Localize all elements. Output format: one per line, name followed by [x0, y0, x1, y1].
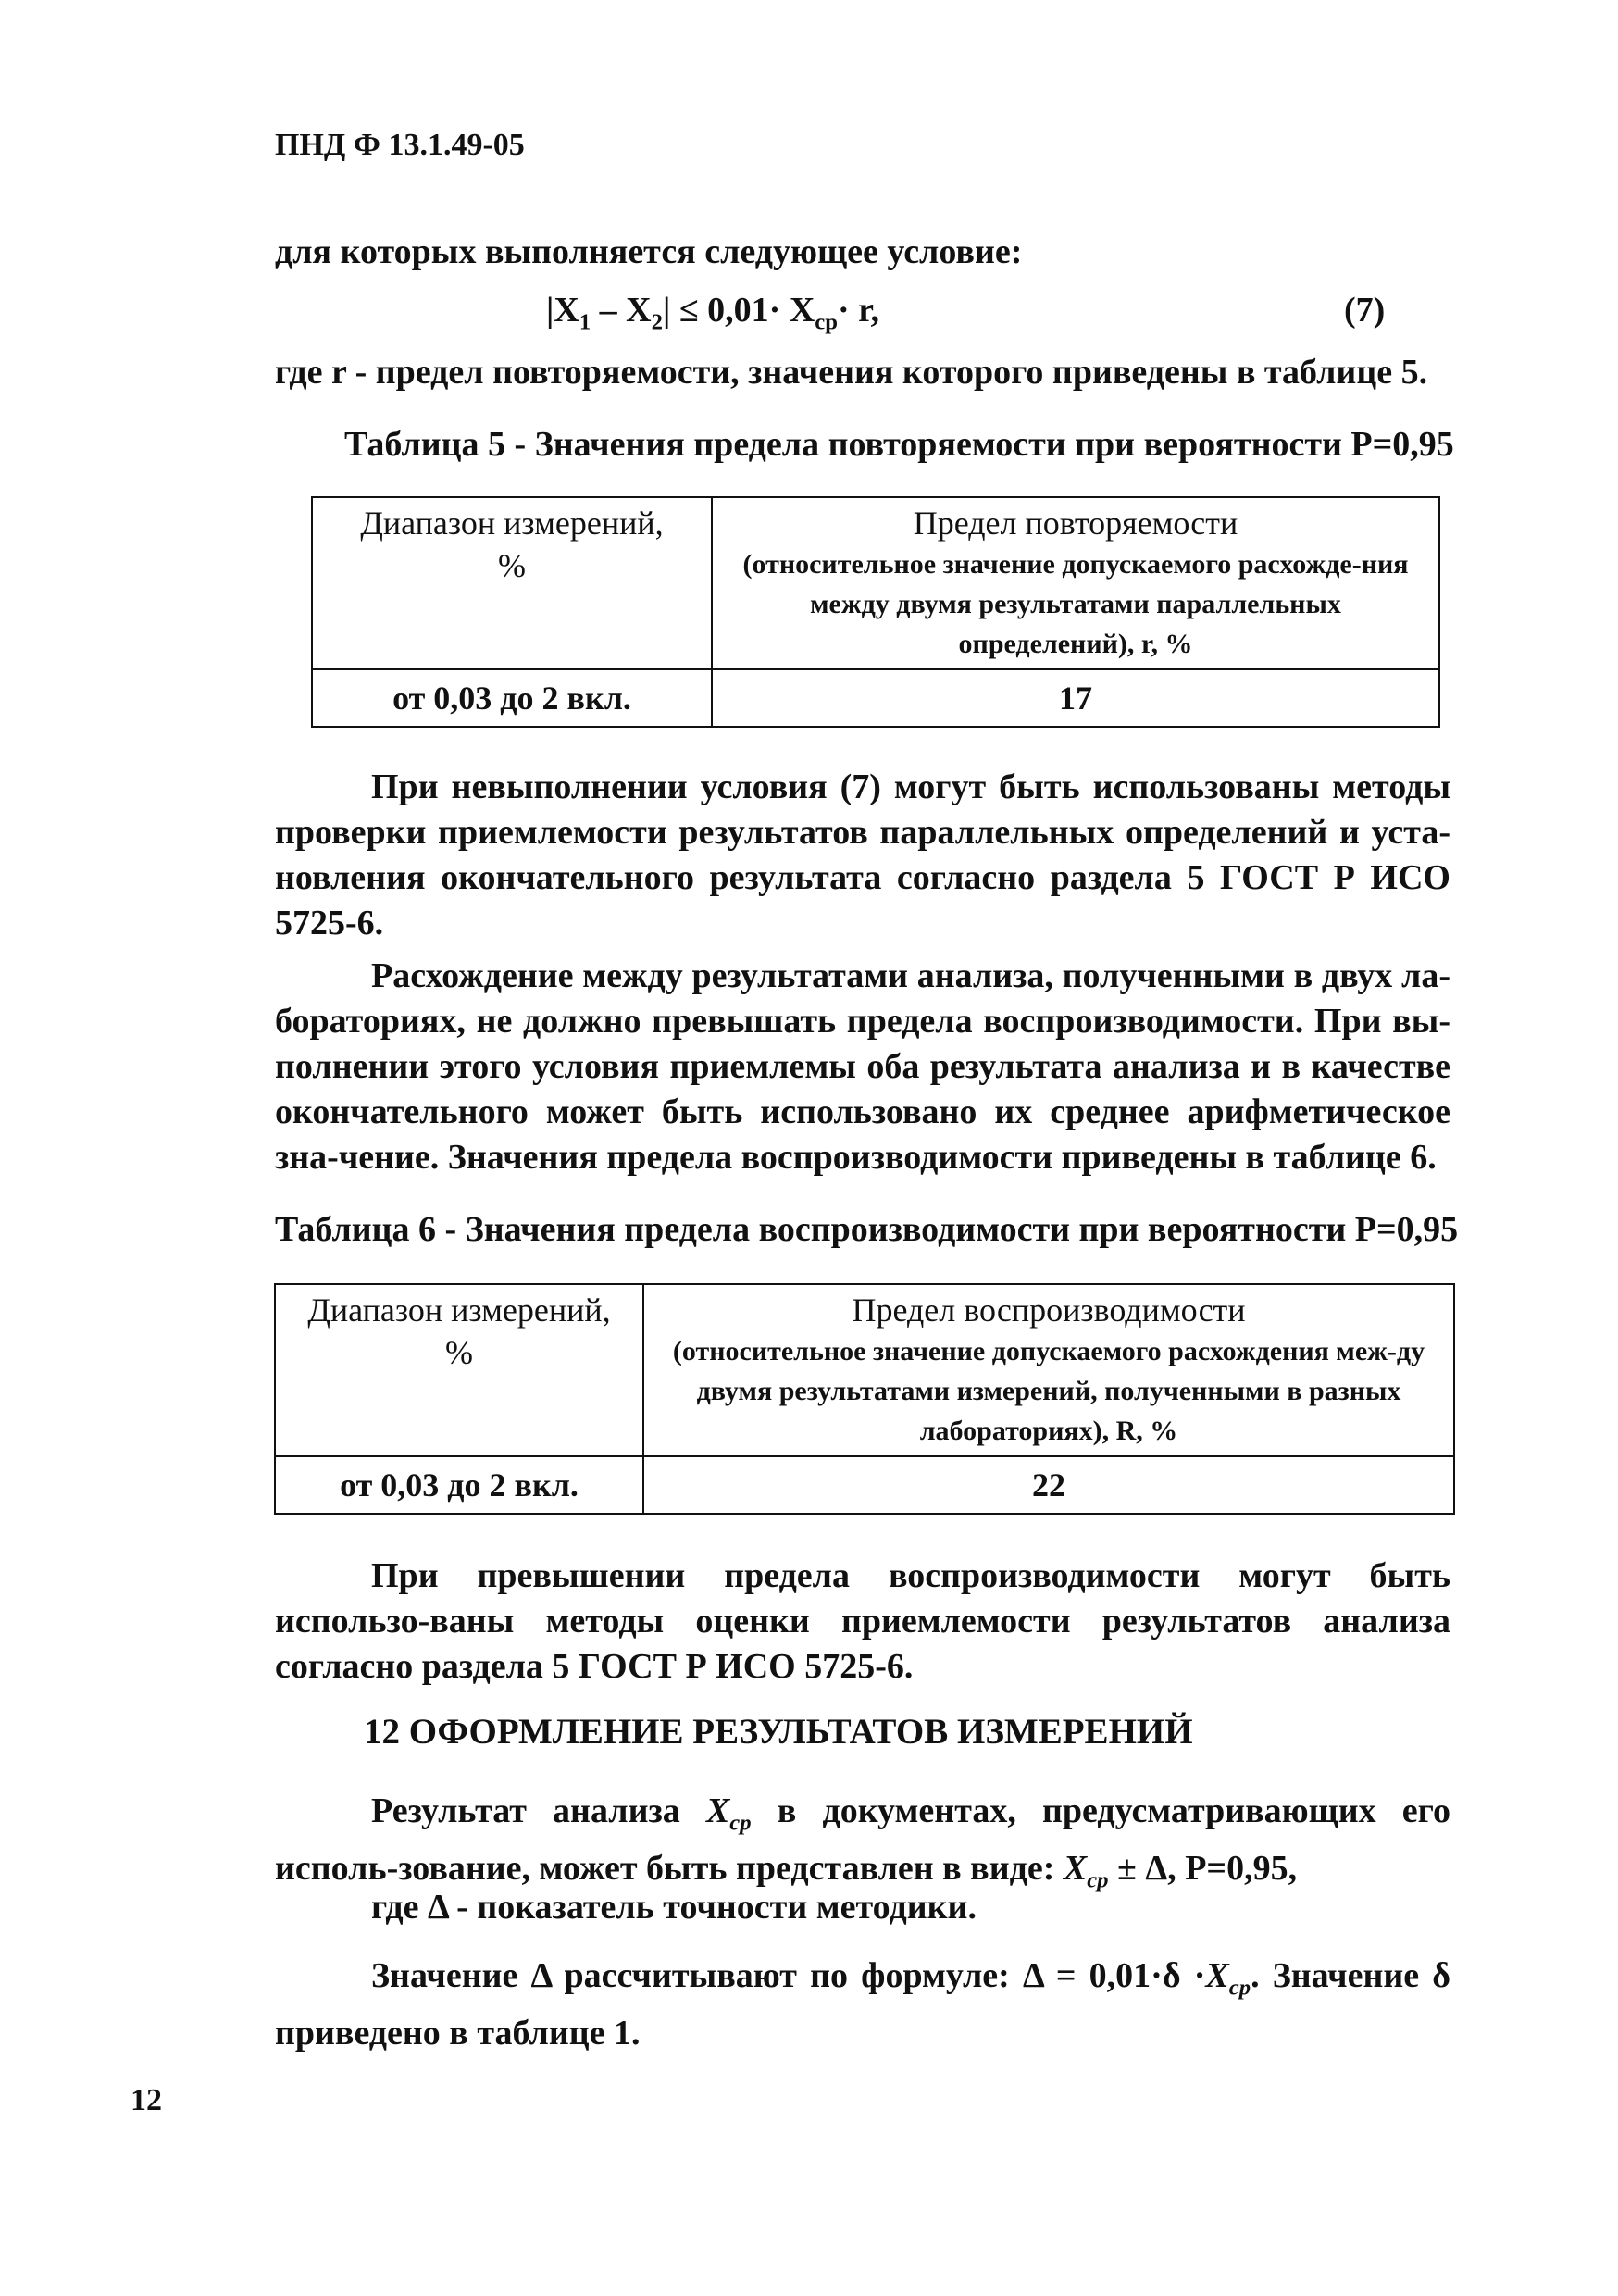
- table5-col1-header: Диапазон измерений, %: [312, 497, 712, 669]
- table-row: [275, 1456, 1454, 1514]
- paragraph-1: При невыполнении условия (7) могут быть использованы методы проверки приемлемости результатов параллельных определений и уста-новления окончательного результата согласно раздела 5 ГОСТ Р ИСО 5725-6.: [275, 767, 1450, 942]
- table5-value-cell: 17: [712, 669, 1439, 727]
- formula-7: $|X_1 - X_2| \le 0,01\cdot X_{ср}\cdot r$,: [546, 291, 880, 335]
- table6-range-cell: от 0,03 до 2 вкл.: [275, 1456, 643, 1514]
- formula-number: (7): [1344, 291, 1386, 330]
- paragraph-2: Расхождение между результатами анализа, полученными в двух ла-бораториях, не должно превышать предела воспроизводимости. При вы-полнении этого условия приемлемы оба результата анализа и в качестве окончательного может быть использовано их среднее арифметическое зна-чение. Значения предела воспроизводимости приведены в таблице 6.: [275, 956, 1450, 1177]
- table-row: [312, 669, 1439, 727]
- table5-col2-header: Предел повторяемости (относительное значение допускаемого расхожде-ния между двумя результатами параллельных определений), r, %: [712, 497, 1439, 669]
- table5-header-row: [312, 497, 1439, 669]
- table6-col2-header: Предел воспроизводимости (относительное значение допускаемого расхождения меж-ду двумя результатами измерений, полученными в разных лабораториях), R, %: [643, 1284, 1454, 1456]
- where-line: где r - предел повторяемости, значения которого приведены в таблице 5.: [275, 353, 1428, 392]
- condition-line: для которых выполняется следующее условие:: [275, 232, 1023, 271]
- table6-caption: Таблица 6 - Значения предела воспроизводимости при вероятности P=0,95: [275, 1210, 1459, 1249]
- table5-range-cell: от 0,03 до 2 вкл.: [312, 669, 712, 727]
- table6: [274, 1283, 1455, 1515]
- section-12-paragraph-3: Значение Δ рассчитывают по формуле: $\Delta = 0,01\cdot\delta \cdot X_{ср}$. Значение δ приведено в таблице 1.: [275, 1956, 1450, 2053]
- table5: [311, 496, 1440, 728]
- section-12-paragraph-2: где Δ - показатель точности методики.: [371, 1888, 977, 1927]
- paragraph-3: При превышении предела воспроизводимости могут быть использо-ваны методы оценки приемлемости результатов анализа согласно раздела 5 ГОСТ Р ИСО 5725-6.: [275, 1556, 1450, 1686]
- table5-caption: Таблица 5 - Значения предела повторяемости при вероятности P=0,95: [344, 425, 1454, 464]
- section-12-title: 12 ОФОРМЛЕНИЕ РЕЗУЛЬТАТОВ ИЗМЕРЕНИЙ: [364, 1712, 1193, 1752]
- table6-value-cell: 22: [643, 1456, 1454, 1514]
- table6-header-row: [275, 1284, 1454, 1456]
- section-12-paragraph-1: Результат анализа $X_{ср}$ в документах, предусматривающих его исполь-зование, может быть представлен в виде: $X_{ср} \pm \Delta$, P=0,95,: [275, 1791, 1450, 1893]
- document-code: ПНД Ф 13.1.49-05: [275, 128, 525, 162]
- page-number: 12: [131, 2083, 162, 2117]
- table6-col1-header: Диапазон измерений, %: [275, 1284, 643, 1456]
